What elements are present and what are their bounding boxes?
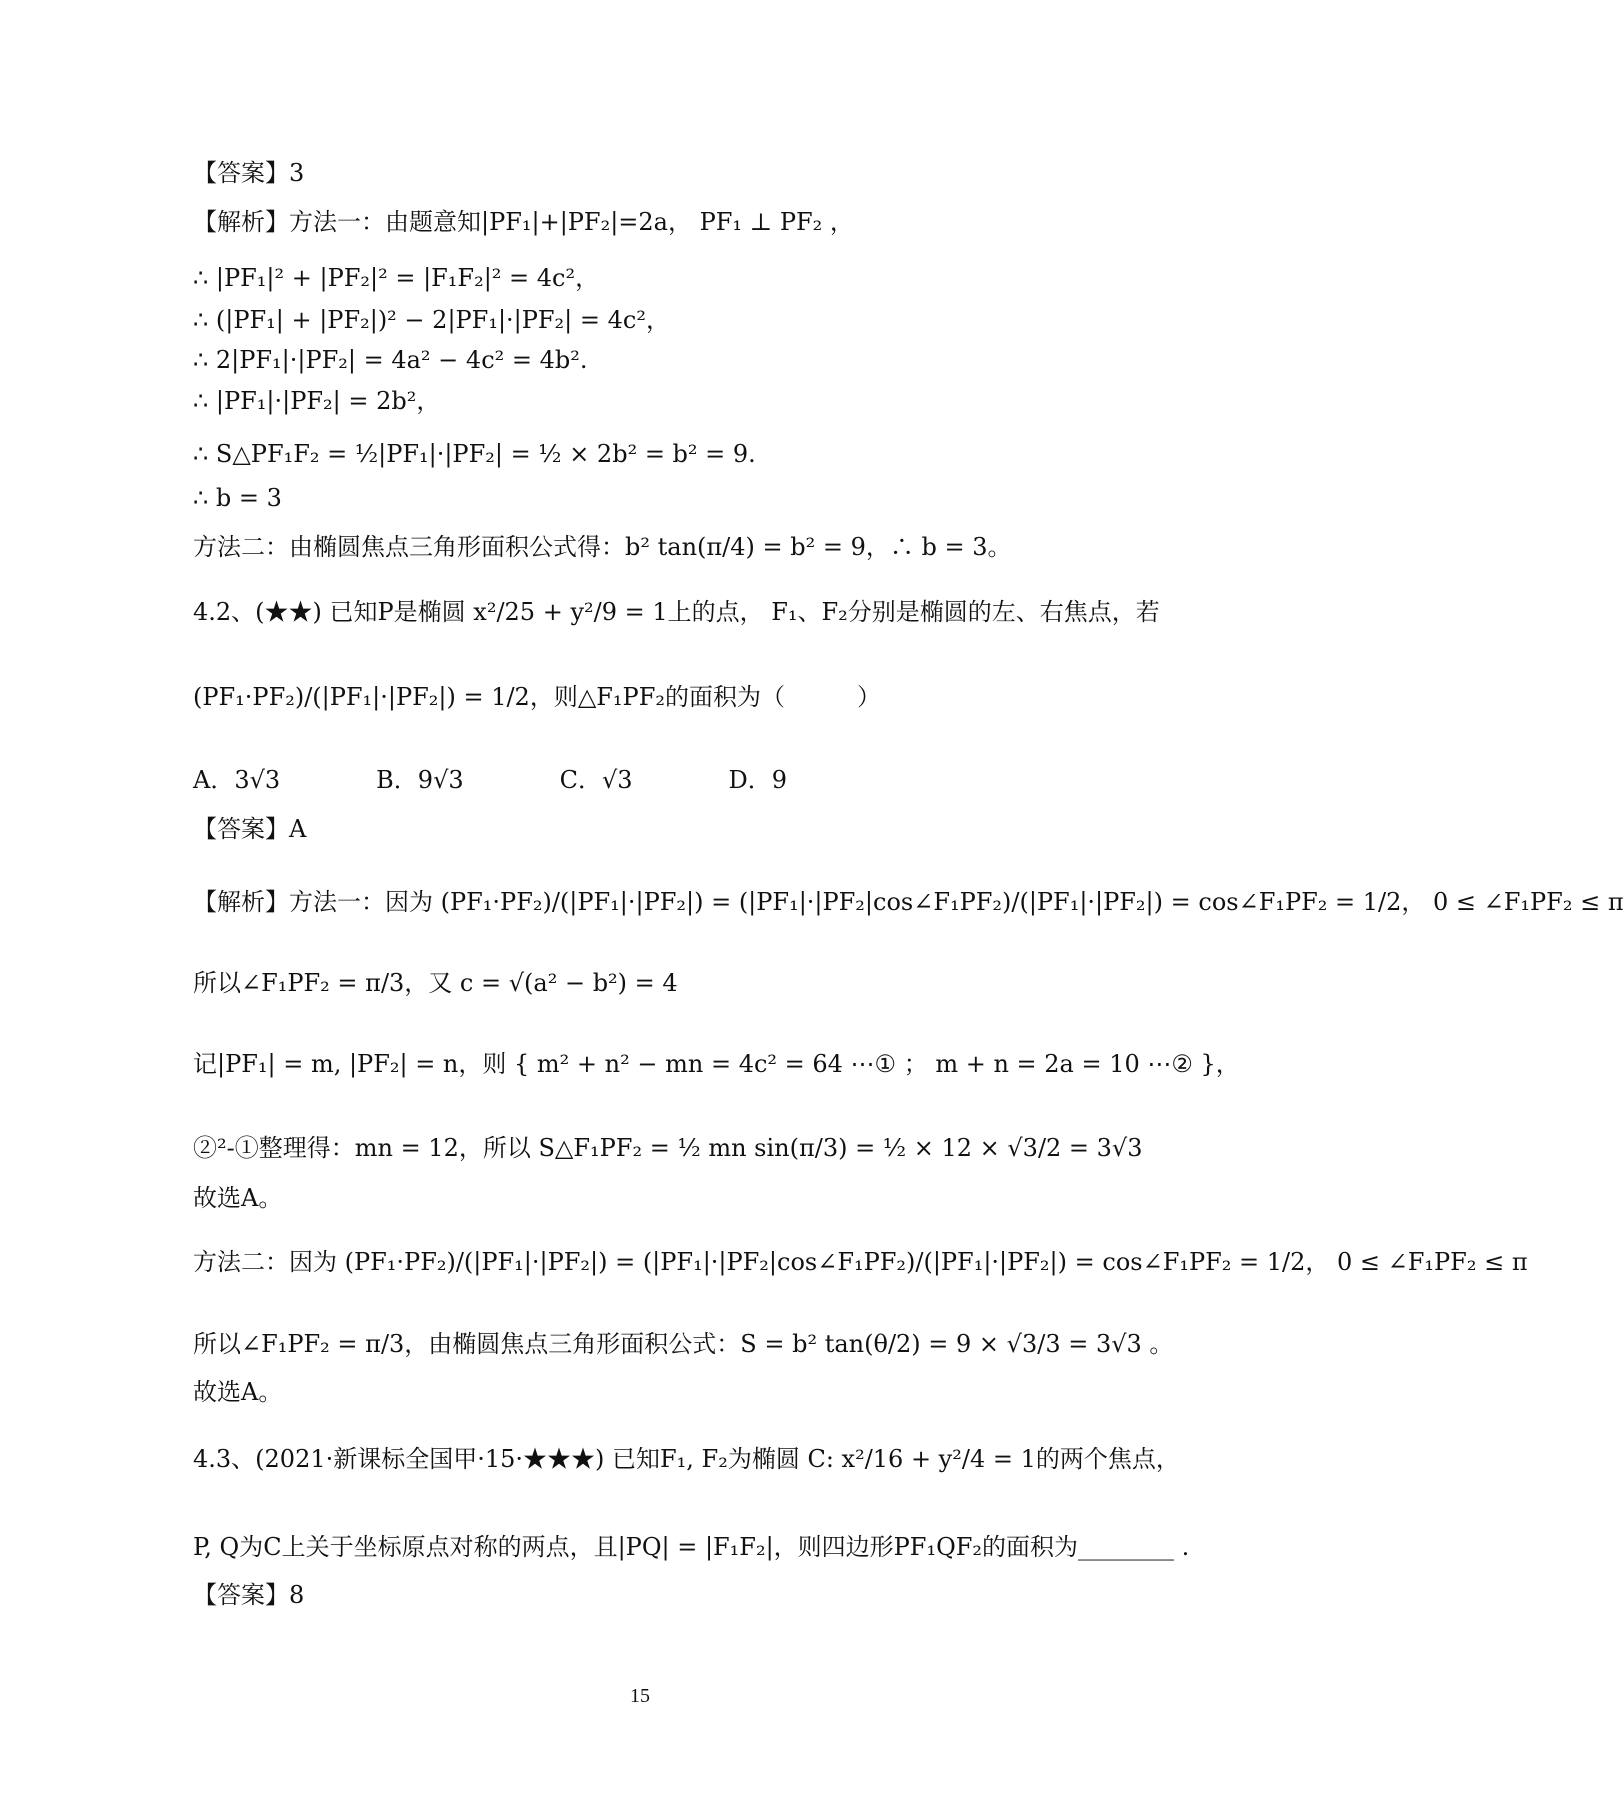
- step-2: ∴ (|PF₁| + |PF₂|)² − 2|PF₁|·|PF₂| = 4c²，: [193, 306, 670, 334]
- question-4-3: 4.3、(2021·新课标全国甲·15·★★★) 已知F₁, F₂为椭圆 C: x²/16 + y²/4 = 1的两个焦点，: [193, 1445, 1180, 1473]
- answer-8: 【答案】8: [193, 1581, 305, 1609]
- step-1: ∴ |PF₁|² + |PF₂|² = |F₁F₂|² = 4c²，: [193, 264, 600, 292]
- answer-a: 【答案】A: [193, 815, 307, 843]
- choose-a-2: 故选A。: [193, 1378, 283, 1406]
- step-5: ∴ S△PF₁F₂ = ½|PF₁|·|PF₂| = ½ × 2b² = b² = 9.: [193, 440, 756, 468]
- method-two-area: 所以∠F₁PF₂ = π/3，由椭圆焦点三角形面积公式：S = b² tan(θ/2) = 9 × √3/3 = 3√3 。: [193, 1330, 1174, 1358]
- step-4: ∴ |PF₁|·|PF₂| = 2b²，: [193, 387, 441, 415]
- step-6: ∴ b = 3: [193, 484, 282, 512]
- analysis-method-one: 【解析】方法一：由题意知|PF₁|+|PF₂|=2a， PF₁ ⊥ PF₂ ，: [193, 208, 854, 236]
- area-line: ②²-①整理得：mn = 12，所以 S△F₁PF₂ = ½ mn sin(π/3) = ½ × 12 × √3/2 = 3√3: [193, 1134, 1143, 1162]
- options-4-2: A．3√3 B．9√3 C．√3 D．9: [193, 766, 788, 794]
- question-4-2: 4.2、(★★) 已知P是椭圆 x²/25 + y²/9 = 1上的点， F₁、F₂分别是椭圆的左、右焦点，若: [193, 598, 1160, 626]
- angle-line: 所以∠F₁PF₂ = π/3，又 c = √(a² − b²) = 4: [193, 969, 678, 997]
- question-4-2-condition: (PF₁·PF₂)/(|PF₁|·|PF₂|) = 1/2，则△F₁PF₂的面积为（ ）: [193, 683, 881, 711]
- answer-3: 【答案】3: [193, 159, 305, 187]
- analysis-4-2-method-two: 方法二：因为 (PF₁·PF₂)/(|PF₁|·|PF₂|) = (|PF₁|·|PF₂|cos∠F₁PF₂)/(|PF₁|·|PF₂|) = cos∠F₁PF₂ = 1/2， 0 ≤ ∠F₁PF₂ ≤ π: [193, 1248, 1528, 1276]
- method-two: 方法二：由椭圆焦点三角形面积公式得：b² tan(π/4) = b² = 9，∴ b = 3。: [193, 533, 1012, 561]
- system-line: 记|PF₁| = m, |PF₂| = n，则 { m² + n² − mn = 4c² = 64 ⋯① ； m + n = 2a = 10 ⋯② }，: [193, 1050, 1240, 1078]
- analysis-4-2-method-one: 【解析】方法一：因为 (PF₁·PF₂)/(|PF₁|·|PF₂|) = (|PF₁|·|PF₂|cos∠F₁PF₂)/(|PF₁|·|PF₂|) = cos∠F₁PF₂ = 1/2， 0 ≤ ∠F₁PF₂ ≤ π: [193, 888, 1624, 916]
- question-4-3-body: P, Q为C上关于坐标原点对称的两点，且|PQ| = |F₁F₂|，则四边形PF₁QF₂的面积为________ .: [193, 1533, 1190, 1561]
- choose-a-1: 故选A。: [193, 1184, 283, 1212]
- page-number: 15: [630, 1685, 650, 1707]
- step-3: ∴ 2|PF₁|·|PF₂| = 4a² − 4c² = 4b².: [193, 346, 588, 374]
